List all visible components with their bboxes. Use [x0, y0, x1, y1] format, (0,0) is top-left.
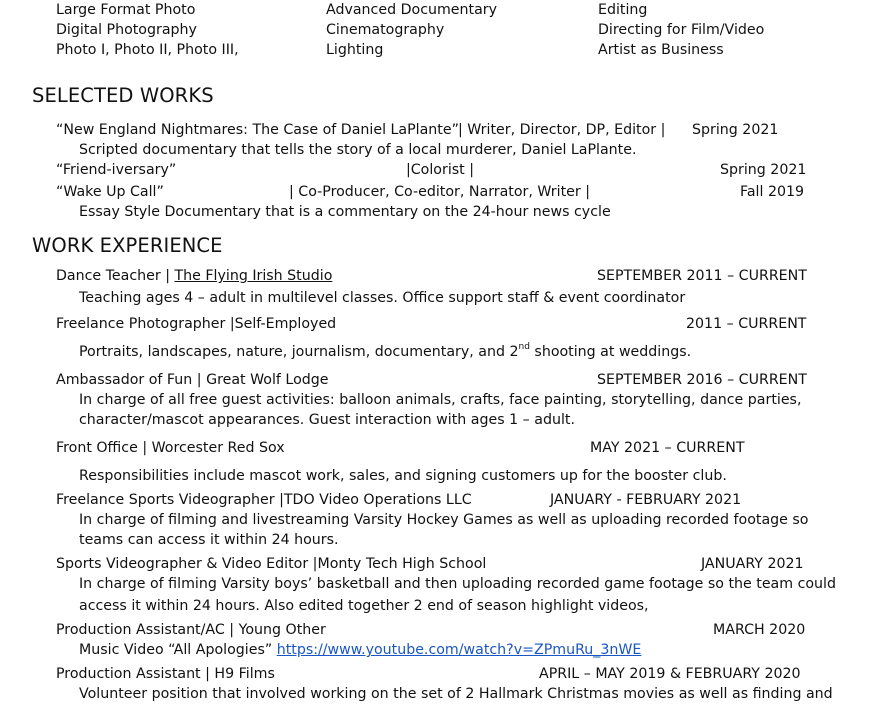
work-title: “New England Nightmares: The Case of Daniel LaPlante”	[56, 122, 459, 138]
job-description: teams can access it within 24 hours.	[79, 532, 339, 548]
job-description: Volunteer position that involved working on the set of 2 Hallmark Christmas movies as well as finding and	[79, 686, 833, 702]
job-date: MARCH 2020	[713, 622, 806, 638]
job-title: Production Assistant | H9 Films	[56, 666, 275, 682]
work-title: “Wake Up Call”	[56, 184, 164, 200]
youtube-link[interactable]: https://www.youtube.com/watch?v=ZPmuRu_3nWE	[276, 642, 642, 658]
work-date: Fall 2019	[740, 184, 805, 200]
job-date: 2011 – CURRENT	[686, 316, 807, 332]
work-roles: |Colorist |	[406, 162, 475, 178]
skill-item: Artist as Business	[598, 42, 724, 58]
skill-item: Advanced Documentary	[326, 2, 498, 18]
skill-item: Cinematography	[326, 22, 445, 38]
job-date: JANUARY - FEBRUARY 2021	[550, 492, 742, 508]
skill-item: Directing for Film/Video	[598, 22, 765, 38]
skill-item: Photo I, Photo II, Photo III,	[56, 42, 239, 58]
job-title: Front Office | Worcester Red Sox	[56, 440, 285, 456]
job-date: JANUARY 2021	[701, 556, 804, 572]
work-date: Spring 2021	[692, 122, 779, 138]
job-description: Teaching ages 4 – adult in multilevel classes. Office support staff & event coordinator	[79, 290, 686, 306]
skill-item: Large Format Photo	[56, 2, 196, 18]
job-title: Dance Teacher | The Flying Irish Studio	[56, 268, 333, 284]
skill-item: Editing	[598, 2, 648, 18]
job-description: In charge of filming and livestreaming Varsity Hockey Games as well as uploading recorded footage so	[79, 512, 809, 528]
job-title: Freelance Sports Videographer |TDO Video Operations LLC	[56, 492, 472, 508]
job-description: In charge of all free guest activities: balloon animals, crafts, face painting, storytelling, dance parties,	[79, 392, 802, 408]
work-date: Spring 2021	[720, 162, 807, 178]
job-description: access it within 24 hours. Also edited together 2 end of season highlight videos,	[79, 598, 649, 614]
skill-item: Lighting	[326, 42, 384, 58]
section-heading-work-experience: WORK EXPERIENCE	[32, 234, 223, 257]
job-date: SEPTEMBER 2011 – CURRENT	[597, 268, 807, 284]
skill-item: Digital Photography	[56, 22, 197, 38]
job-description: Responsibilities include mascot work, sales, and signing customers up for the booster club.	[79, 468, 727, 484]
job-date: MAY 2021 – CURRENT	[590, 440, 745, 456]
work-description: Scripted documentary that tells the story of a local murderer, Daniel LaPlante.	[79, 142, 637, 158]
work-roles: | Co-Producer, Co-editor, Narrator, Writer |	[289, 184, 590, 200]
job-description: In charge of filming Varsity boys’ basketball and then uploading recorded game footage so the team could	[79, 576, 836, 592]
section-heading-selected-works: SELECTED WORKS	[32, 84, 214, 107]
job-description: Music Video “All Apologies” https://www.youtube.com/watch?v=ZPmuRu_3nWE	[79, 642, 642, 658]
job-title: Production Assistant/AC | Young Other	[56, 622, 326, 638]
work-description: Essay Style Documentary that is a commentary on the 24-hour news cycle	[79, 204, 611, 220]
job-title: Ambassador of Fun | Great Wolf Lodge	[56, 372, 329, 388]
employer-name: The Flying Irish Studio	[174, 268, 333, 284]
work-roles: | Writer, Director, DP, Editor |	[458, 122, 666, 138]
job-title: Sports Videographer & Video Editor |Monty Tech High School	[56, 556, 487, 572]
job-date: APRIL – MAY 2019 & FEBRUARY 2020	[539, 666, 801, 682]
job-description: Portraits, landscapes, nature, journalism, documentary, and 2nd shooting at weddings.	[79, 342, 692, 360]
job-description: character/mascot appearances. Guest interaction with ages 1 – adult.	[79, 412, 575, 428]
job-date: SEPTEMBER 2016 – CURRENT	[597, 372, 807, 388]
work-title: “Friend-iversary”	[56, 162, 177, 178]
job-title: Freelance Photographer |Self-Employed	[56, 316, 337, 332]
